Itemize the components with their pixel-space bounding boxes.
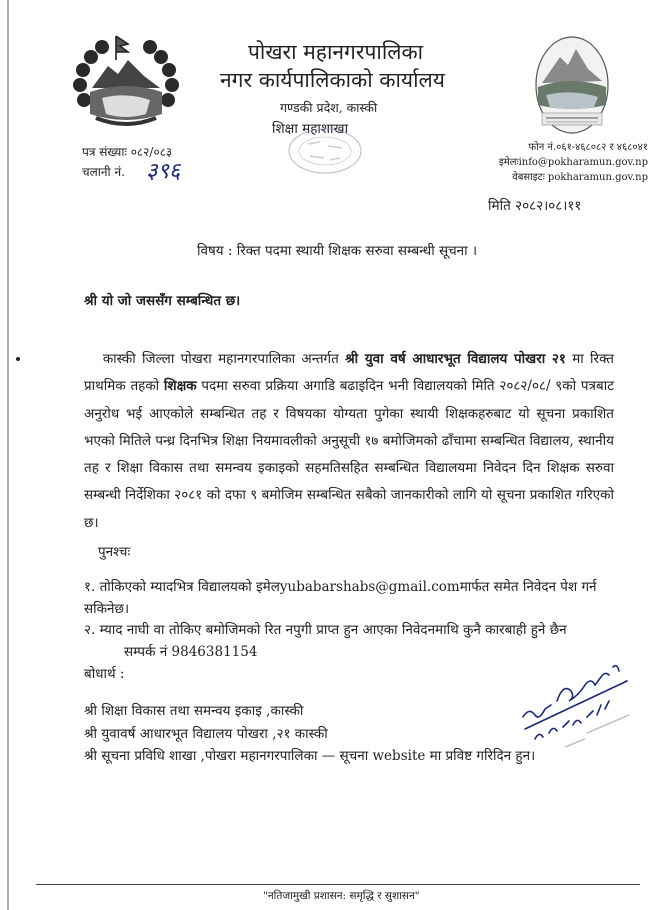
- footer-motto: "नतिजामुखी प्रशासन: समृद्धि र सुशासन": [263, 890, 420, 902]
- handwritten-signature: [505, 655, 635, 750]
- cc-item: श्री युवावर्ष आधारभूत विद्यालय पोखरा ,२१ कास्की: [84, 725, 328, 742]
- body-paragraph: [84, 346, 614, 537]
- postscript-item-2: २. म्याद नाघी वा तोकिए बमोजिमको रित नपुगी प्राप्त हुन आएका निवेदनमाथि कुनै कारबाही हुने छैन: [84, 622, 567, 638]
- scan-edge: [7, 0, 9, 910]
- dispatch-number-label: चलानी नं.: [82, 165, 125, 179]
- contact-email[interactable]: इमेलःinfo@pokharamun.gov.np: [498, 157, 648, 168]
- letter-number: पत्र संख्याः ०८२/०८३: [82, 145, 173, 159]
- contact-phone: फोन नं.०६१-४६८०८२ र ४६८०४१: [528, 142, 648, 153]
- scan-speck: [16, 357, 20, 361]
- body-text-3: पदमा सरुवा प्रक्रिया अगाडि बढाइदिन भनी विद्यालयको मिति २०८२/०८/ ९को पत्रबाट अनुरोध भई आएकोले सम्बन्धित तह र विषयका योग्यता पुगेका स्थायी शिक्षकहरुबाट यो सूचना प्रकाशित भएको मितिले पन्ध्र दिनभित्र शिक्षा नियमावलीको अनुसूची १७ बमोजिमको ढाँचामा सम्बन्धित विद्यालय, स्थानीय तह र शिक्षा विकास तथा समन्वय इकाइको सहमतिसहित सम्बन्धित विद्यालयमा निवेदन दिन शिक्षक सरुवा सम्बन्धी निर्देशिका २०८१ को दफा ९ बमोजिम सम्बन्धित सबैको जानकारीको लागि यो सूचना प्रकाशित गरिएको छ।: [84, 378, 614, 531]
- postscript-item-1-prefix: १. तोकिएको म्यादभित्र विद्यालयको इमेल: [84, 579, 280, 595]
- division-name: शिक्षा महाशाखा: [272, 121, 349, 137]
- office-name: पोखरा महानगरपालिका: [248, 40, 424, 64]
- school-name: श्री युवा वर्ष आधारभूत विद्यालय पोखरा २१: [345, 351, 566, 367]
- contact-website[interactable]: वेबसाइटः pokharamun.gov.np: [512, 172, 648, 183]
- school-email[interactable]: yubabarshabs@gmail.com: [279, 579, 460, 595]
- pokhara-logo-icon: [532, 35, 612, 137]
- body-text-2: मा रिक्त प्राथमिक तहको: [84, 351, 614, 395]
- body-text-1: कास्की जिल्ला पोखरा महानगरपालिका अन्तर्गत: [102, 351, 346, 367]
- cc-list: [84, 700, 535, 768]
- letter-subject: विषय : रिक्त पदमा स्थायी शिक्षक सरुवा सम्बन्धी सूचना ।: [197, 243, 478, 259]
- footer-divider: [36, 884, 640, 885]
- postscript-item-1-suffix: मार्फत समेत निवेदन पेश गर्न सकिनेछ।: [84, 579, 597, 617]
- dispatch-number-value: ३९६: [146, 159, 181, 184]
- province-address: गण्डकी प्रदेश, कास्की: [280, 100, 378, 115]
- post-name: शिक्षक: [163, 378, 197, 395]
- cc-title: बोधार्थ :: [84, 666, 125, 682]
- contact-number: सम्पर्क नं 9846381154: [124, 644, 258, 660]
- office-subtitle: नगर कार्यपालिकाको कार्यालय: [220, 68, 445, 92]
- postscript-title: पुनश्चः: [98, 544, 131, 560]
- nepal-emblem-icon: [66, 30, 186, 140]
- cc-item: श्री सूचना प्रविधि शाखा ,पोखरा महानगरपालिका — सूचना website मा प्रविष्ट गरिदिन हुन।: [84, 748, 536, 764]
- cc-item: श्री शिक्षा विकास तथा समन्वय इकाइ ,कास्की: [84, 703, 304, 719]
- salutation: श्री यो जो जससँग सम्बन्धित छ।: [84, 293, 241, 309]
- letter-date: मिति २०८२।०८।११: [488, 198, 582, 214]
- postscript-item-1: [84, 576, 624, 620]
- contact-block: [498, 140, 648, 185]
- office-stamp-icon: [280, 124, 370, 178]
